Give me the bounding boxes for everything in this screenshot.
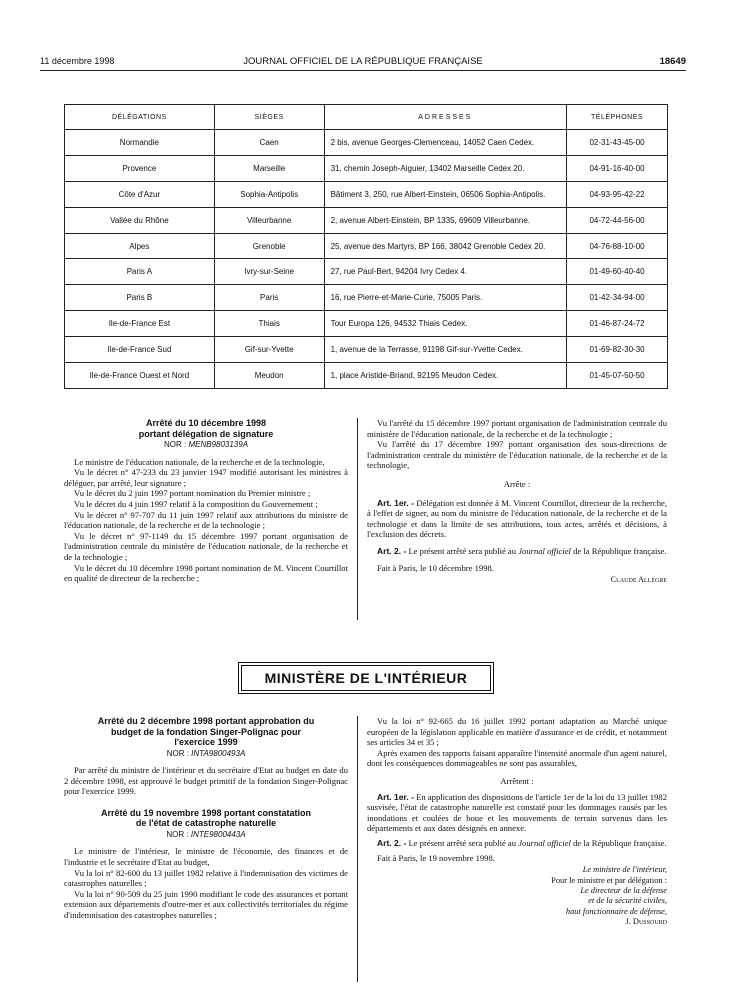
- title-line: de l'état de catastrophe naturelle: [135, 818, 277, 829]
- arrete2-3-left-column: [64, 716, 348, 921]
- paragraph: Vu le décret n° 97-707 du 11 juin 1997 relatif aux attributions du ministre de l'éducation nationale, de la recherche et de la technologie ;: [64, 509, 348, 531]
- header-rule: [40, 70, 686, 71]
- cell-adresse: 2 bis, avenue Georges-Clemenceau, 14052 Caen Cedex.: [324, 130, 567, 156]
- cell-siege: Sophia-Antipolis: [214, 181, 324, 207]
- title-line: Arrêté du 19 novembre 1998 portant constatation: [100, 807, 312, 818]
- cell-delegation: Normandie: [65, 130, 215, 156]
- arrete3-nor: NOR : INTE9800443A: [166, 829, 246, 839]
- signature-line: et de la sécurité civiles,: [588, 896, 667, 906]
- arrete1-title-line1: Arrêté du 10 décembre 1998: [145, 418, 267, 428]
- cell-delegation: Ile-de-France Ouest et Nord: [65, 363, 215, 389]
- paragraph: Vu le décret du 4 juin 1997 relatif à la composition du Gouvernement ;: [74, 498, 318, 509]
- cell-adresse: 27, rue Paul-Bert, 94204 Ivry Cedex 4.: [324, 259, 567, 285]
- arrete1-signature: Claude Allègre: [610, 575, 667, 585]
- delegations-table: [64, 104, 668, 389]
- arrete3-right-paragraphs: [367, 716, 667, 769]
- header-date: 11 décembre 1998: [40, 56, 115, 66]
- cell-telephone: 01-46-87-24-72: [567, 311, 668, 337]
- cell-adresse: 1, avenue de la Terrasse, 91198 Gif-sur-Yvette Cedex.: [324, 337, 567, 363]
- arrete1-left-column: [64, 418, 348, 584]
- cell-siege: Marseille: [214, 155, 324, 181]
- arrete1-arrete-word: Arrête :: [503, 478, 531, 489]
- cell-siege: Meudon: [214, 363, 324, 389]
- cell-delegation: Alpes: [65, 233, 215, 259]
- column-divider-top: [357, 418, 358, 620]
- arrete1-title-line2: portant délégation de signature: [138, 428, 274, 439]
- paragraph: Le ministre de l'intérieur, le ministre de l'économie, des finances et de l'industrie et le secrétaire d'Etat au budget,: [64, 846, 348, 868]
- column-divider-bottom: [357, 716, 358, 982]
- cell-siege: Thiais: [214, 311, 324, 337]
- signature-line: Le ministre de l'intérieur,: [582, 865, 667, 875]
- cell-telephone: 01-69-82-30-30: [567, 337, 668, 363]
- arrete1-done: Fait à Paris, le 10 décembre 1998.: [377, 562, 494, 573]
- cell-delegation: Ile-de-France Est: [65, 311, 215, 337]
- paragraph: Vu le décret n° 47-233 du 23 janvier 1947 modifié autorisant les ministres à déléguer, par arrêté, leur signature ;: [64, 467, 348, 488]
- header-journal-title: JOURNAL OFFICIEL DE LA RÉPUBLIQUE FRANÇAISE: [243, 56, 483, 67]
- cell-delegation: Paris A: [65, 259, 215, 285]
- arrete1-right-column: [367, 418, 667, 586]
- cell-adresse: 16, rue Pierre-et-Marie-Curie, 75005 Paris.: [324, 285, 567, 311]
- paragraph: Vu l'arrêté du 17 décembre 1997 portant organisation des sous-directions de l'administration centrale du ministère de l'éducation nationale, de la recherche et de la technologie,: [367, 439, 667, 471]
- paragraph: Après examen des rapports faisant apparaître l'intensité anormale d'un agent naturel, dont les conséquences dommageables ne sont pas assurables,: [367, 747, 667, 769]
- table-row: [65, 233, 668, 259]
- cell-telephone: 01-45-07-50-50: [567, 363, 668, 389]
- title-line: Arrêté du 2 décembre 1998 portant approbation du: [97, 716, 315, 726]
- col-header-adresses: ADRESSES: [324, 105, 567, 130]
- cell-siege: Grenoble: [214, 233, 324, 259]
- arrete3-article1: Art. 1er. - En application des dispositions de l'article 1er de la loi du 13 juillet 1982 susvisée, l'état de catastrophe naturelle est constaté pour les dommages causés par les inondations et coulées de boue et les mouvements de terrain survenus dans les départements et aux dates désignés en annexe.: [367, 791, 667, 834]
- cell-delegation: Côte d'Azur: [65, 181, 215, 207]
- col-header-sieges: SIÈGES: [214, 105, 324, 130]
- paragraph: Vu la loi n° 82-600 du 13 juillet 1982 relative à l'indemnisation des victimes de catastrophes naturelles ;: [64, 867, 348, 889]
- arrete3-arretent: Arrêtent :: [500, 775, 534, 786]
- cell-telephone: 04-76-88-10-00: [567, 233, 668, 259]
- cell-siege: Caen: [214, 130, 324, 156]
- arrete3-left-paragraphs: [64, 846, 348, 920]
- table-row: [65, 363, 668, 389]
- cell-telephone: 01-49-60-40-40: [567, 259, 668, 285]
- cell-adresse: 2, avenue Albert-Einstein, BP 1335, 69609 Villeurbanne.: [324, 207, 567, 233]
- arrete1-left-paragraphs: [64, 457, 348, 584]
- cell-adresse: Bâtiment 3, 250, rue Albert-Einstein, 06506 Sophia-Antipolis.: [324, 181, 567, 207]
- table-row: [65, 130, 668, 156]
- table-body: [65, 130, 668, 389]
- table-row: [65, 259, 668, 285]
- arrete2-text: Par arrêté du ministre de l'intérieur et du secrétaire d'Etat au budget en date du 2 décembre 1998, est approuvé le budget primitif de la fondation Singer-Polignac pour l'exercice 1999.: [64, 765, 348, 797]
- col-header-telephones: TÉLÉPHONES: [567, 105, 668, 130]
- title-line: l'exercice 1999: [174, 737, 238, 747]
- arrete1-article2: Art. 2. - Le présent arrêté sera publié au Journal officiel de la République française.: [377, 545, 667, 556]
- cell-adresse: 31, chemin Joseph-Aiguier, 13402 Marseille Cedex 20.: [324, 155, 567, 181]
- paragraph: Vu le décret du 2 juin 1997 portant nomination du Premier ministre ;: [74, 488, 311, 499]
- cell-telephone: 04-72-44-56-00: [567, 207, 668, 233]
- arrete1-right-paragraphs: [367, 418, 667, 471]
- cell-delegation: Provence: [65, 155, 215, 181]
- signature-line: haut fonctionnaire de défense,: [565, 906, 667, 916]
- table-row: [65, 311, 668, 337]
- cell-siege: Villeurbanne: [214, 207, 324, 233]
- cell-adresse: 25, avenue des Martyrs, BP 166, 38042 Grenoble Cedex 20.: [324, 233, 567, 259]
- arrete2-title: [64, 716, 348, 748]
- arrete3-signature-block: [367, 865, 667, 927]
- arrete3-done: Fait à Paris, le 19 novembre 1998.: [377, 852, 495, 863]
- cell-delegation: Vallée du Rhône: [65, 207, 215, 233]
- table-header-row: [65, 105, 668, 130]
- cell-adresse: 1, place Aristide-Briand, 92195 Meudon Cedex.: [324, 363, 567, 389]
- cell-telephone: 02-31-43-45-00: [567, 130, 668, 156]
- signature-line: J. Dussourd: [625, 917, 667, 927]
- ministry-heading: MINISTÈRE DE L'INTÉRIEUR: [241, 665, 491, 691]
- col-header-delegations: DÉLÉGATIONS: [65, 105, 215, 130]
- table-row: [65, 181, 668, 207]
- paragraph: Vu le décret du 10 décembre 1998 portant nomination de M. Vincent Courtillot en qualité de directeur de la recherche ;: [64, 562, 348, 584]
- table-row: [65, 285, 668, 311]
- title-line: budget de la fondation Singer-Polignac pour: [111, 726, 301, 737]
- paragraph: Vu la loi n° 92-665 du 16 juillet 1992 portant adaptation au Marché unique européen de la législation applicable en matière d'assurance et de crédit, et notamment ses articles 34 et 35 ;: [367, 716, 667, 748]
- paragraph: Le ministre de l'éducation nationale, de la recherche et de la technologie,: [74, 456, 325, 467]
- cell-siege: Gif-sur-Yvette: [214, 337, 324, 363]
- page-header: [40, 56, 686, 70]
- cell-delegation: Paris B: [65, 285, 215, 311]
- cell-telephone: 04-93-95-42-22: [567, 181, 668, 207]
- arrete2-nor: NOR : INTA9800493A: [166, 748, 246, 758]
- arrete1-nor: NOR : MENB9803139A: [163, 440, 249, 449]
- paragraph: Vu l'arrêté du 15 décembre 1997 portant organisation de l'administration centrale du ministère de l'éducation nationale, de la recherche et de la technologie ;: [367, 418, 667, 439]
- paragraph: Vu la loi n° 90-509 du 25 juin 1990 modifiant le code des assurances et portant extension aux départements d'outre-mer et aux collectivités territoriales du régime d'indemnisation des catastrophes naturelles ;: [64, 888, 348, 921]
- arrete3-title: [64, 808, 348, 829]
- arrete3-article2: Art. 2. - Le présent arrêté sera publié au Journal officiel de la République française.: [377, 837, 667, 848]
- arrete3-right-column: [367, 716, 667, 928]
- table-row: [65, 337, 668, 363]
- arrete1-article1: Art. 1er. - Délégation est donnée à M. Vincent Courtillot, directeur de la recherche, à l'effet de signer, au nom du ministre de l'éducation nationale, de la recherche et de la technologie et dans la limite de ses attributions, tous actes, arrêtés et décisions, à l'exclusion des décrets.: [367, 497, 667, 540]
- cell-siege: Ivry-sur-Seine: [214, 259, 324, 285]
- cell-telephone: 04-91-16-40-00: [567, 155, 668, 181]
- cell-adresse: Tour Europa 126, 94532 Thiais Cedex.: [324, 311, 567, 337]
- signature-line: Pour le ministre et par délégation :: [551, 875, 667, 885]
- table-row: [65, 155, 668, 181]
- cell-delegation: Ile-de-France Sud: [65, 337, 215, 363]
- header-page-number: 18649: [659, 56, 686, 67]
- cell-siege: Paris: [214, 285, 324, 311]
- table-row: [65, 207, 668, 233]
- signature-line: Le directeur de la défense: [580, 885, 667, 895]
- paragraph: Vu le décret n° 97-1149 du 15 décembre 1997 portant organisation de l'administration centrale du ministère de l'éducation nationale, de la recherche et de la technologie ;: [64, 530, 348, 562]
- cell-telephone: 01-42-34-94-00: [567, 285, 668, 311]
